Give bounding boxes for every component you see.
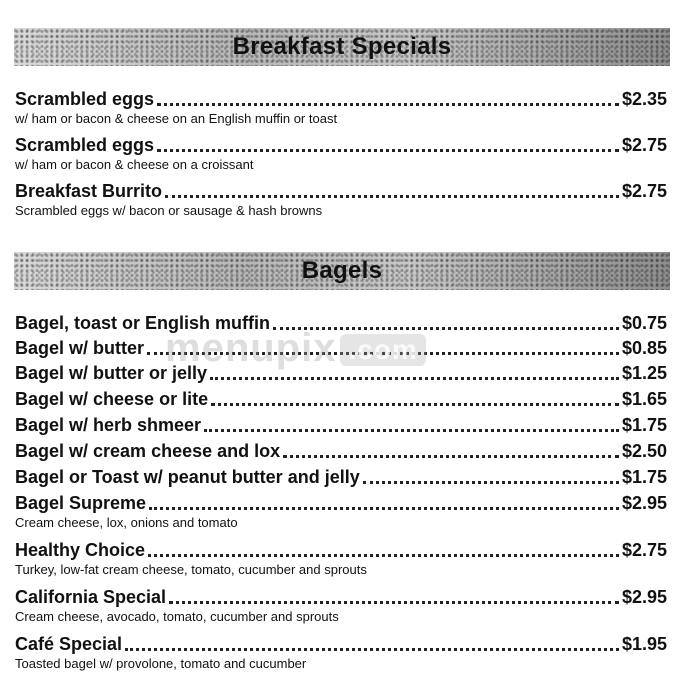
item-price: $1.75 [621,415,667,435]
section-banner-bagels [14,252,670,290]
menu-item [15,634,667,671]
item-name: Bagel w/ butter [15,338,145,358]
dot-leader [210,377,619,380]
item-price: $2.95 [621,587,667,607]
menu-item [15,363,667,384]
item-name: Bagel w/ herb shmeer [15,415,202,435]
item-price: $1.95 [621,634,667,654]
watermark-text: menupix [165,326,337,370]
menu-item [15,467,667,488]
item-description: Turkey, low-fat cream cheese, tomato, cucumber and sprouts [15,562,367,577]
dot-leader [148,554,619,557]
dot-leader [149,507,619,510]
menu-item [15,415,667,436]
menu-item [15,338,667,359]
menu-item [15,540,667,577]
dot-leader [283,455,619,458]
item-description: Toasted bagel w/ provolone, tomato and cucumber [15,656,307,671]
item-name: Bagel w/ cream cheese and lox [15,441,281,461]
item-name: Bagel or Toast w/ peanut butter and jelly [15,467,360,487]
item-price: $0.85 [621,338,667,358]
item-price: $2.95 [621,493,667,513]
item-description: Cream cheese, avocado, tomato, cucumber and sprouts [15,609,339,624]
item-description: w/ ham or bacon & cheese on an English muffin or toast [15,111,338,126]
dot-leader [273,327,619,330]
menu-item [15,389,667,410]
item-description: Cream cheese, lox, onions and tomato [15,515,238,530]
item-price: $2.35 [621,89,667,109]
dot-leader [157,149,619,152]
item-price: $2.75 [621,181,667,201]
menu-item [15,493,667,530]
menu-item [15,89,667,126]
item-name: Healthy Choice [15,540,146,560]
dot-leader [125,648,619,651]
item-description: w/ ham or bacon & cheese on a croissant [15,157,254,172]
menu-item [15,587,667,624]
item-name: Bagel w/ butter or jelly [15,363,208,383]
dot-leader [204,429,619,432]
item-name: Café Special [15,634,123,654]
item-name: Bagel, toast or English muffin [15,313,271,333]
item-price: $0.75 [621,313,667,333]
menu-item [15,135,667,172]
dot-leader [211,403,619,406]
dot-leader [169,601,619,604]
menu-item [15,181,667,218]
menu-item [15,313,667,334]
item-name: Breakfast Burrito [15,181,163,201]
watermark-suffix: .com [340,334,425,366]
item-price: $1.65 [621,389,667,409]
item-name: California Special [15,587,167,607]
item-price: $2.75 [621,540,667,560]
item-name: Scrambled eggs [15,89,155,109]
item-price: $1.75 [621,467,667,487]
dot-leader [147,352,619,355]
dot-leader [363,481,619,484]
dot-leader [165,195,619,198]
item-name: Bagel w/ cheese or lite [15,389,209,409]
item-name: Scrambled eggs [15,135,155,155]
item-name: Bagel Supreme [15,493,147,513]
item-price: $2.50 [621,441,667,461]
section-title: Breakfast Specials [232,33,452,60]
item-price: $1.25 [621,363,667,383]
dot-leader [157,103,619,106]
item-description: Scrambled eggs w/ bacon or sausage & hash browns [15,203,323,218]
item-price: $2.75 [621,135,667,155]
menu-item [15,441,667,462]
section-banner-breakfast [14,28,670,66]
section-title: Bagels [301,257,383,284]
